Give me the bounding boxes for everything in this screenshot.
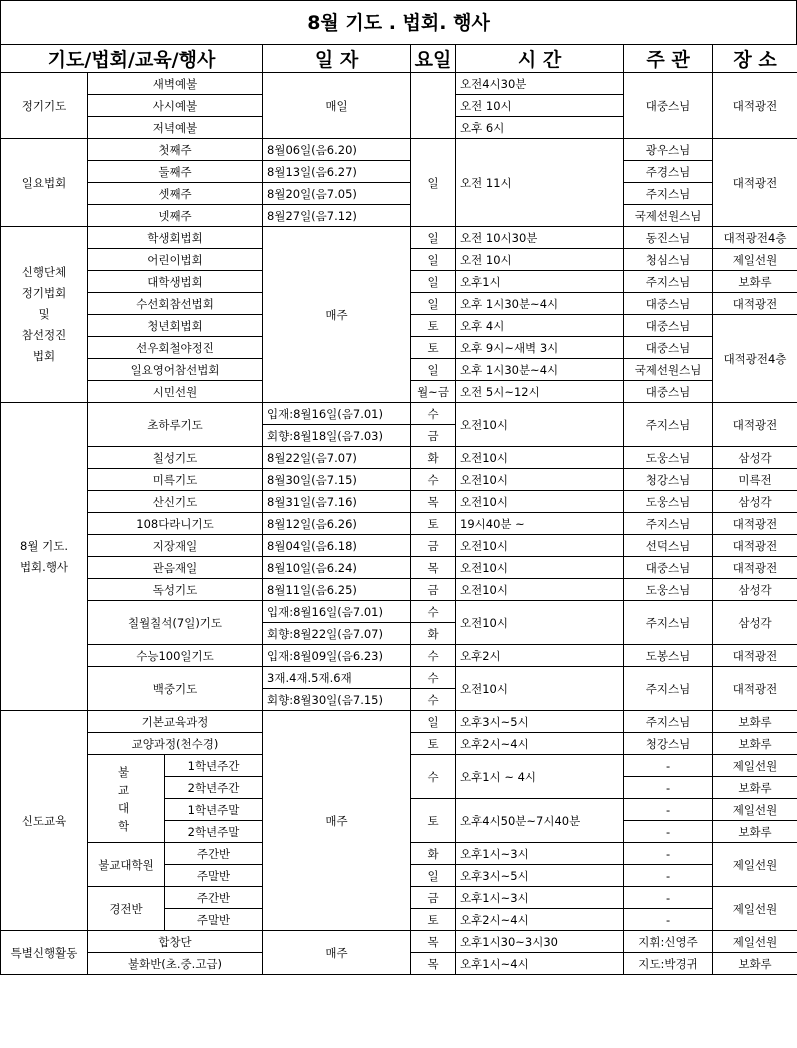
time-cell: 오전10시 bbox=[456, 667, 624, 711]
item-name: 학생회법회 bbox=[88, 227, 263, 249]
host-cell: 주지스님 bbox=[624, 711, 713, 733]
table-row bbox=[1, 931, 797, 953]
date-cell: 8월22일(음7.07) bbox=[263, 447, 411, 469]
place-cell: 미륵전 bbox=[713, 469, 797, 491]
day-cell: 토 bbox=[411, 909, 456, 931]
item-name: 넷째주 bbox=[88, 205, 263, 227]
item-name: 초하루기도 bbox=[88, 403, 263, 447]
place-cell: 보화루 bbox=[713, 953, 797, 975]
day-cell: 토 bbox=[411, 799, 456, 843]
category-line: 정기법회 bbox=[21, 286, 67, 300]
item-name: 첫째주 bbox=[88, 139, 263, 161]
host-cell: 선덕스님 bbox=[624, 535, 713, 557]
table-row bbox=[1, 403, 797, 425]
time-cell: 오후1시 bbox=[456, 271, 624, 293]
date-cell: 입재:8월09일(음6.23) bbox=[263, 645, 411, 667]
day-cell: 토 bbox=[411, 513, 456, 535]
place-cell: 대적광전 bbox=[713, 535, 797, 557]
date-cell: 3재.4재.5재.6재 bbox=[263, 667, 411, 689]
day-cell: 일 bbox=[411, 227, 456, 249]
schedule-table bbox=[0, 44, 797, 975]
item-name: 시민선원 bbox=[88, 381, 263, 403]
place-cell: 제일선원 bbox=[713, 799, 797, 821]
table-row bbox=[1, 601, 797, 623]
item-name: 교양과정(천수경) bbox=[88, 733, 263, 755]
date-cell: 8월31일(음7.16) bbox=[263, 491, 411, 513]
table-row bbox=[1, 227, 797, 249]
table-row bbox=[1, 557, 797, 579]
date-cell: 회향:8월30일(음7.15) bbox=[263, 689, 411, 711]
place-cell: 보화루 bbox=[713, 711, 797, 733]
table-row bbox=[1, 139, 797, 161]
table-row bbox=[1, 535, 797, 557]
item-name: 기본교육과정 bbox=[88, 711, 263, 733]
host-cell: 대중스님 bbox=[624, 381, 713, 403]
item-name: 선우회철야정진 bbox=[88, 337, 263, 359]
host-cell: 주지스님 bbox=[624, 667, 713, 711]
category-regular: 정기기도 bbox=[1, 73, 88, 139]
host-cell: 국제선원스님 bbox=[624, 359, 713, 381]
header-day: 요일 bbox=[411, 45, 456, 73]
date-cell: 매주 bbox=[263, 227, 411, 403]
place-cell: 제일선원 bbox=[713, 755, 797, 777]
day-cell: 토 bbox=[411, 315, 456, 337]
host-cell: 대중스님 bbox=[624, 315, 713, 337]
date-cell: 8월13일(음6.27) bbox=[263, 161, 411, 183]
host-cell: 청강스님 bbox=[624, 733, 713, 755]
category-special: 특별신행활동 bbox=[1, 931, 88, 975]
host-cell: - bbox=[624, 821, 713, 843]
place-cell: 삼성각 bbox=[713, 491, 797, 513]
table-row bbox=[1, 513, 797, 535]
time-cell: 오전 10시30분 bbox=[456, 227, 624, 249]
time-cell: 오후3시~5시 bbox=[456, 711, 624, 733]
table-row bbox=[1, 645, 797, 667]
time-cell: 오전 11시 bbox=[456, 139, 624, 227]
category-line: 8월 기도. bbox=[20, 538, 68, 553]
item-name: 칠월칠석(7일)기도 bbox=[88, 601, 263, 645]
item-name: 합창단 bbox=[88, 931, 263, 953]
item-name: 관음재일 bbox=[88, 557, 263, 579]
sub-item-name: 주간반 bbox=[165, 887, 263, 909]
date-cell: 매일 bbox=[263, 73, 411, 139]
host-cell: 도웅스님 bbox=[624, 447, 713, 469]
day-cell: 화 bbox=[411, 447, 456, 469]
table-row bbox=[1, 205, 797, 227]
place-cell: 보화루 bbox=[713, 777, 797, 799]
host-cell: 대중스님 bbox=[624, 337, 713, 359]
item-name: 청년회법회 bbox=[88, 315, 263, 337]
table-row bbox=[1, 711, 797, 733]
date-cell: 8월27일(음7.12) bbox=[263, 205, 411, 227]
host-cell: 도웅스님 bbox=[624, 491, 713, 513]
time-cell: 오전 10시 bbox=[456, 95, 624, 117]
day-cell: 일 bbox=[411, 249, 456, 271]
day-cell: 수 bbox=[411, 689, 456, 711]
time-cell: 오후 4시 bbox=[456, 315, 624, 337]
grad-label: 불교대학원 bbox=[88, 843, 165, 887]
day-cell: 일 bbox=[411, 359, 456, 381]
day-cell: 수 bbox=[411, 755, 456, 799]
host-cell: 광우스님 bbox=[624, 139, 713, 161]
day-cell bbox=[411, 73, 456, 139]
host-cell: 동진스님 bbox=[624, 227, 713, 249]
day-cell: 목 bbox=[411, 953, 456, 975]
host-cell: 주지스님 bbox=[624, 513, 713, 535]
category-sunday: 일요법회 bbox=[1, 139, 88, 227]
date-cell: 8월04일(음6.18) bbox=[263, 535, 411, 557]
time-cell: 오후1시~3시 bbox=[456, 887, 624, 909]
table-row bbox=[1, 183, 797, 205]
item-name: 불화반(초.중.고급) bbox=[88, 953, 263, 975]
time-cell: 오전10시 bbox=[456, 403, 624, 447]
host-cell: 청강스님 bbox=[624, 469, 713, 491]
category-line: 및 bbox=[38, 307, 50, 321]
place-cell: 대적광전 bbox=[713, 645, 797, 667]
day-cell: 화 bbox=[411, 843, 456, 865]
place-cell: 대적광전 bbox=[713, 667, 797, 711]
host-cell: - bbox=[624, 755, 713, 777]
day-cell: 화 bbox=[411, 623, 456, 645]
time-cell: 오후1시~4시 bbox=[456, 953, 624, 975]
host-cell: 주지스님 bbox=[624, 183, 713, 205]
header-row bbox=[1, 45, 797, 73]
time-cell: 오후 6시 bbox=[456, 117, 624, 139]
time-cell: 오전10시 bbox=[456, 535, 624, 557]
item-name: 지장재일 bbox=[88, 535, 263, 557]
item-name: 일요영어참선법회 bbox=[88, 359, 263, 381]
time-cell: 오후2시 bbox=[456, 645, 624, 667]
date-cell: 입재:8월16일(음7.01) bbox=[263, 403, 411, 425]
host-cell: 청심스님 bbox=[624, 249, 713, 271]
time-cell: 오전 5시~12시 bbox=[456, 381, 624, 403]
sub-item-name: 1학년주간 bbox=[165, 755, 263, 777]
header-date: 일 자 bbox=[263, 45, 411, 73]
place-cell: 제일선원 bbox=[713, 887, 797, 931]
host-cell: 주경스님 bbox=[624, 161, 713, 183]
time-cell: 오후3시~5시 bbox=[456, 865, 624, 887]
place-cell: 대적광전 bbox=[713, 73, 797, 139]
item-name: 저녁예불 bbox=[88, 117, 263, 139]
item-name: 둘째주 bbox=[88, 161, 263, 183]
time-cell: 오전10시 bbox=[456, 469, 624, 491]
date-cell: 회향:8월22일(음7.07) bbox=[263, 623, 411, 645]
host-cell: 주지스님 bbox=[624, 601, 713, 645]
day-cell: 일 bbox=[411, 271, 456, 293]
day-cell: 수 bbox=[411, 645, 456, 667]
table-row bbox=[1, 667, 797, 689]
host-cell: - bbox=[624, 843, 713, 865]
univ-label bbox=[88, 755, 165, 843]
day-cell: 일 bbox=[411, 293, 456, 315]
host-cell: 주지스님 bbox=[624, 271, 713, 293]
time-cell: 오전10시 bbox=[456, 579, 624, 601]
header-item: 기도/법회/교육/행사 bbox=[1, 45, 263, 73]
place-cell: 대적광전 bbox=[713, 403, 797, 447]
host-cell: 도웅스님 bbox=[624, 579, 713, 601]
place-cell: 삼성각 bbox=[713, 447, 797, 469]
day-cell: 금 bbox=[411, 425, 456, 447]
host-cell: - bbox=[624, 777, 713, 799]
time-cell: 오후 1시30분~4시 bbox=[456, 359, 624, 381]
date-cell: 매주 bbox=[263, 931, 411, 975]
host-cell: 대중스님 bbox=[624, 293, 713, 315]
item-name: 셋째주 bbox=[88, 183, 263, 205]
table-row bbox=[1, 447, 797, 469]
category-education: 신도교육 bbox=[1, 711, 88, 931]
place-cell: 대적광전 bbox=[713, 557, 797, 579]
category-events bbox=[1, 403, 88, 711]
date-cell: 8월30일(음7.15) bbox=[263, 469, 411, 491]
table-row bbox=[1, 579, 797, 601]
category-groups bbox=[1, 227, 88, 403]
item-name: 대학생법회 bbox=[88, 271, 263, 293]
host-cell: 국제선원스님 bbox=[624, 205, 713, 227]
item-name: 어린이법회 bbox=[88, 249, 263, 271]
univ-label-line: 불 bbox=[118, 764, 130, 779]
place-cell: 제일선원 bbox=[713, 249, 797, 271]
category-line: 법회 bbox=[32, 349, 56, 363]
day-cell: 토 bbox=[411, 337, 456, 359]
univ-label-line: 학 bbox=[118, 818, 130, 833]
time-cell: 19시40분 ~ bbox=[456, 513, 624, 535]
place-cell: 삼성각 bbox=[713, 601, 797, 645]
item-name: 108다라니기도 bbox=[88, 513, 263, 535]
header-host: 주 관 bbox=[624, 45, 713, 73]
time-cell: 오전 10시 bbox=[456, 249, 624, 271]
item-name: 미륵기도 bbox=[88, 469, 263, 491]
day-cell: 토 bbox=[411, 733, 456, 755]
time-cell: 오전4시30분 bbox=[456, 73, 624, 95]
category-line: 신행단체 bbox=[21, 265, 67, 279]
host-cell: 대중스님 bbox=[624, 557, 713, 579]
place-cell: 제일선원 bbox=[713, 931, 797, 953]
place-cell: 대적광전4층 bbox=[713, 315, 797, 403]
place-cell: 보화루 bbox=[713, 821, 797, 843]
host-cell: 지휘:신영주 bbox=[624, 931, 713, 953]
day-cell: 금 bbox=[411, 535, 456, 557]
item-name: 독성기도 bbox=[88, 579, 263, 601]
item-name: 수선회참선법회 bbox=[88, 293, 263, 315]
sutra-label: 경전반 bbox=[88, 887, 165, 931]
time-cell: 오후1시 ~ 4시 bbox=[456, 755, 624, 799]
header-place: 장 소 bbox=[713, 45, 797, 73]
day-cell: 목 bbox=[411, 931, 456, 953]
place-cell: 대적광전 bbox=[713, 513, 797, 535]
day-cell: 수 bbox=[411, 469, 456, 491]
time-cell: 오전10시 bbox=[456, 447, 624, 469]
day-cell: 금 bbox=[411, 887, 456, 909]
date-cell: 8월20일(음7.05) bbox=[263, 183, 411, 205]
category-line: 참선정진 bbox=[21, 328, 67, 342]
sub-item-name: 주말반 bbox=[165, 909, 263, 931]
item-name: 수능100일기도 bbox=[88, 645, 263, 667]
place-cell: 대적광전4층 bbox=[713, 227, 797, 249]
item-name: 칠성기도 bbox=[88, 447, 263, 469]
time-cell: 오전10시 bbox=[456, 601, 624, 645]
place-cell: 대적광전 bbox=[713, 293, 797, 315]
table-row bbox=[1, 469, 797, 491]
item-name: 사시예불 bbox=[88, 95, 263, 117]
date-cell: 8월06일(음6.20) bbox=[263, 139, 411, 161]
day-cell: 일 bbox=[411, 865, 456, 887]
table-row bbox=[1, 161, 797, 183]
header-time: 시 간 bbox=[456, 45, 624, 73]
time-cell: 오후 9시~새벽 3시 bbox=[456, 337, 624, 359]
place-cell: 대적광전 bbox=[713, 139, 797, 227]
sub-item-name: 2학년주말 bbox=[165, 821, 263, 843]
host-cell: 주지스님 bbox=[624, 403, 713, 447]
sub-item-name: 주간반 bbox=[165, 843, 263, 865]
time-cell: 오후1시30~3시30 bbox=[456, 931, 624, 953]
sub-item-name: 1학년주말 bbox=[165, 799, 263, 821]
item-name: 새벽예불 bbox=[88, 73, 263, 95]
day-cell: 목 bbox=[411, 491, 456, 513]
univ-label-line: 대 bbox=[118, 800, 130, 815]
table-row bbox=[1, 491, 797, 513]
host-cell: - bbox=[624, 887, 713, 909]
sub-item-name: 주말반 bbox=[165, 865, 263, 887]
host-cell: - bbox=[624, 865, 713, 887]
day-cell: 일 bbox=[411, 139, 456, 227]
place-cell: 보화루 bbox=[713, 733, 797, 755]
host-cell: 대중스님 bbox=[624, 73, 713, 139]
item-name: 산신기도 bbox=[88, 491, 263, 513]
day-cell: 월~금 bbox=[411, 381, 456, 403]
host-cell: - bbox=[624, 799, 713, 821]
host-cell: - bbox=[624, 909, 713, 931]
time-cell: 오후1시~3시 bbox=[456, 843, 624, 865]
date-cell: 매주 bbox=[263, 711, 411, 931]
category-line: 법회.행사 bbox=[19, 559, 69, 574]
date-cell: 8월10일(음6.24) bbox=[263, 557, 411, 579]
day-cell: 일 bbox=[411, 711, 456, 733]
date-cell: 8월12일(음6.26) bbox=[263, 513, 411, 535]
page-title: 8월 기도 . 법회. 행사 bbox=[0, 0, 797, 44]
place-cell: 제일선원 bbox=[713, 843, 797, 887]
time-cell: 오전10시 bbox=[456, 491, 624, 513]
place-cell: 삼성각 bbox=[713, 579, 797, 601]
time-cell: 오후4시50분~7시40분 bbox=[456, 799, 624, 843]
day-cell: 목 bbox=[411, 557, 456, 579]
day-cell: 금 bbox=[411, 579, 456, 601]
day-cell: 수 bbox=[411, 601, 456, 623]
day-cell: 수 bbox=[411, 667, 456, 689]
time-cell: 오후2시~4시 bbox=[456, 909, 624, 931]
date-cell: 입재:8월16일(음7.01) bbox=[263, 601, 411, 623]
host-cell: 지도:박경귀 bbox=[624, 953, 713, 975]
time-cell: 오후2시~4시 bbox=[456, 733, 624, 755]
place-cell: 보화루 bbox=[713, 271, 797, 293]
time-cell: 오전10시 bbox=[456, 557, 624, 579]
time-cell: 오후 1시30분~4시 bbox=[456, 293, 624, 315]
sub-item-name: 2학년주간 bbox=[165, 777, 263, 799]
date-cell: 회향:8월18일(음7.03) bbox=[263, 425, 411, 447]
univ-label-line: 교 bbox=[118, 782, 130, 797]
item-name: 백중기도 bbox=[88, 667, 263, 711]
table-row bbox=[1, 73, 797, 95]
host-cell: 도봉스님 bbox=[624, 645, 713, 667]
date-cell: 8월11일(음6.25) bbox=[263, 579, 411, 601]
day-cell: 수 bbox=[411, 403, 456, 425]
